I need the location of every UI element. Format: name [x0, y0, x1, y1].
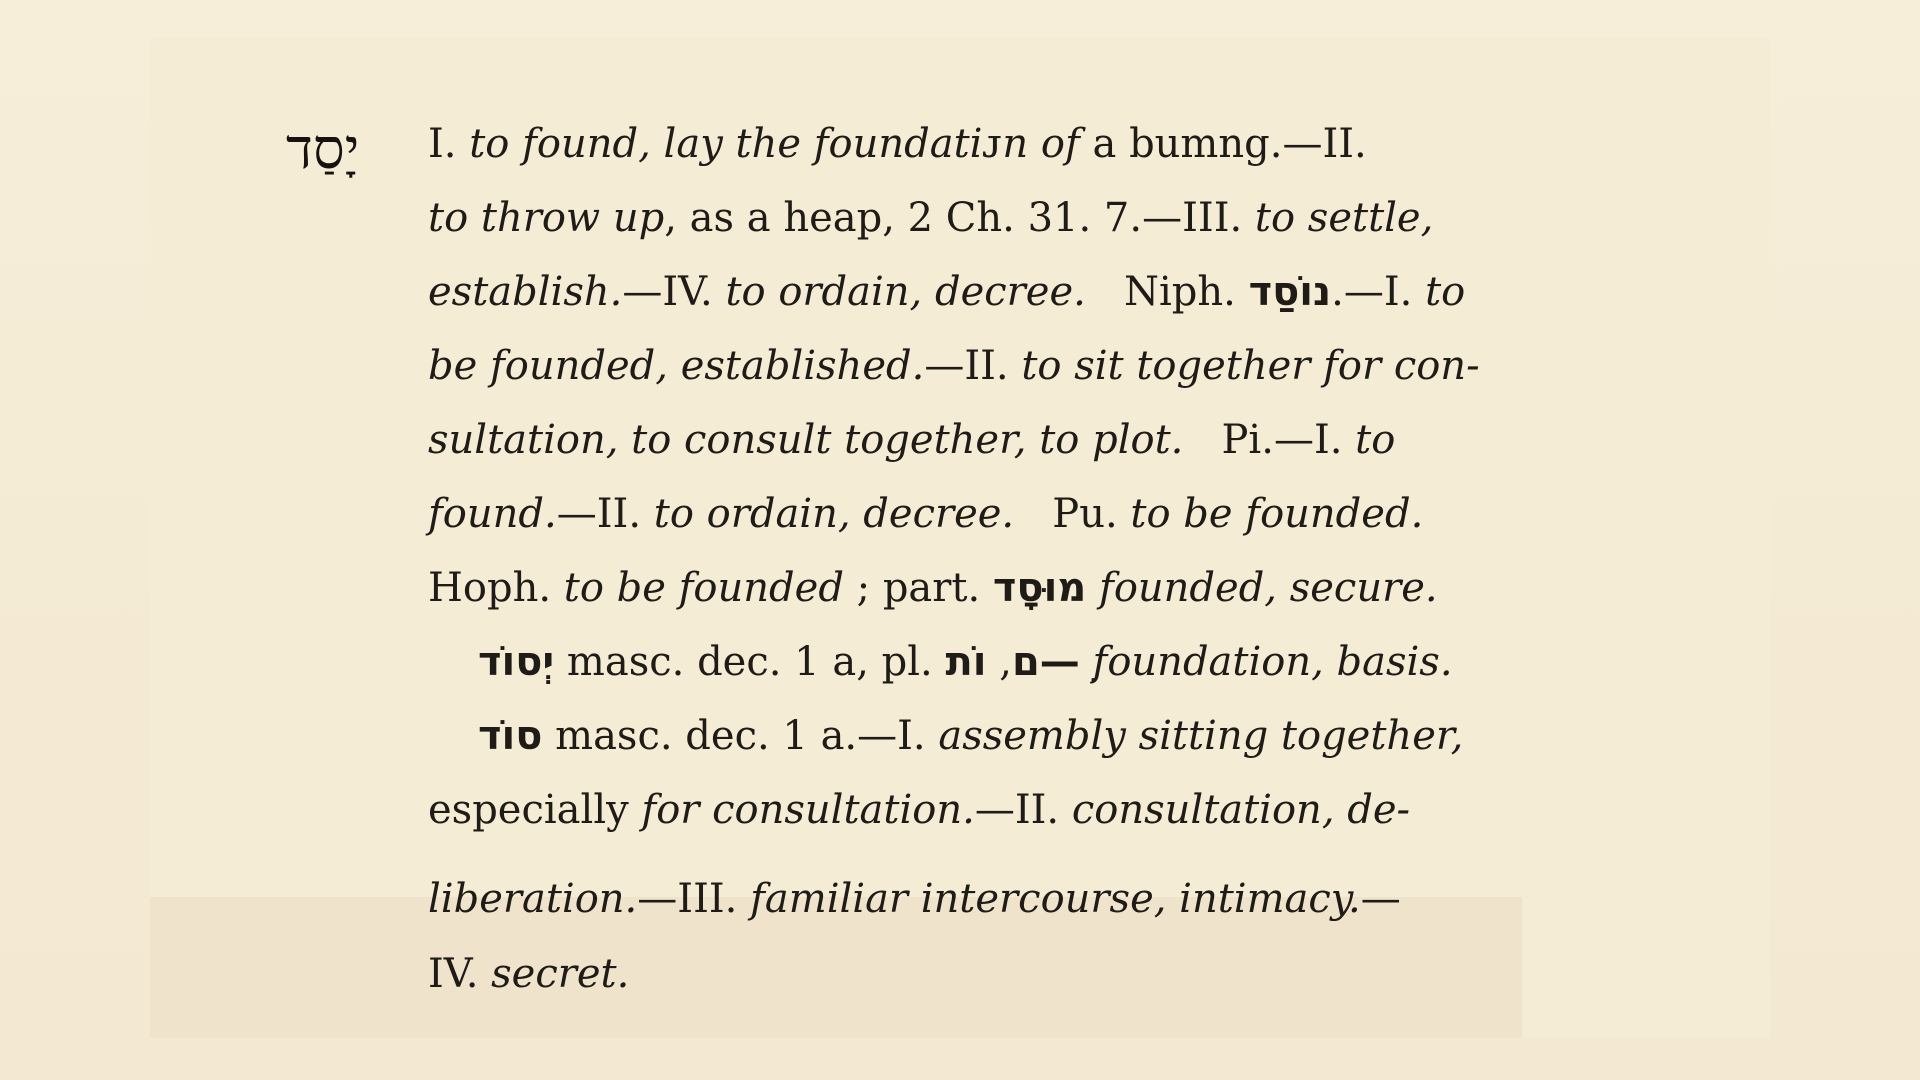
italic-gloss: n of: [1002, 121, 1093, 167]
italic-gloss: familiar intercourse, intimacy.: [750, 876, 1361, 922]
entry-line: [478, 713, 1464, 759]
roman-text: Hoph.: [428, 565, 564, 611]
roman-text: I.: [428, 121, 470, 167]
italic-gloss: for consultation.: [641, 787, 975, 833]
roman-text: —II.: [556, 491, 654, 537]
entry-line: [428, 121, 1367, 167]
hebrew-word: מוּסָד: [992, 565, 1087, 611]
hebrew-word: ִ—ם: [1011, 639, 1080, 685]
italic-gloss: found.: [428, 491, 557, 537]
roman-text: ,: [986, 639, 1012, 685]
italic-gloss: to: [1355, 417, 1396, 463]
hebrew-word: וֹת: [945, 639, 987, 685]
roman-text: Pi.—I.: [1183, 417, 1356, 463]
roman-text: —: [1360, 876, 1401, 922]
hebrew-word: יְסוֹד: [478, 639, 555, 685]
roman-text: masc. dec. 1 a.—I.: [542, 713, 939, 759]
roman-text: Pu.: [1014, 491, 1131, 537]
roman-text: a bumng.—II.: [1092, 121, 1367, 167]
roman-text: Niph.: [1085, 269, 1249, 315]
italic-gloss: to be founded: [563, 565, 844, 611]
entry-line: [428, 565, 1438, 611]
hebrew-word: סוֹד: [478, 713, 543, 759]
roman-text: masc. dec. 1 a, pl.: [554, 639, 946, 685]
italic-gloss: establish.: [428, 269, 623, 315]
headword-hebrew: יָסַד: [286, 117, 360, 182]
entry-line: [428, 269, 1466, 315]
italic-gloss: be founded, established.: [428, 343, 925, 389]
italic-gloss: to ordain, decree.: [725, 269, 1086, 315]
italic-gloss: to be founded.: [1130, 491, 1424, 537]
italic-gloss: to settle,: [1254, 195, 1434, 241]
roman-text: —IV.: [622, 269, 726, 315]
italic-gloss: to ordain, d: [653, 491, 889, 537]
roman-text: —II.: [924, 343, 1022, 389]
entry-line: [428, 417, 1396, 463]
roman-text: —III.: [637, 876, 751, 922]
entry-line: [428, 876, 1401, 922]
entry-line: [428, 195, 1434, 241]
italic-gloss: secret.: [491, 951, 630, 997]
italic-gloss: sultation, to consult together, to plot.: [428, 417, 1184, 463]
roman-text: ᴊ: [982, 121, 1003, 167]
hebrew-word: נוֹסַד: [1248, 269, 1332, 315]
entry-line: [428, 787, 1411, 833]
entry-line: [428, 491, 1424, 537]
roman-text: , as a heap, 2 Ch. 31. 7.—III.: [664, 195, 1255, 241]
entry-line: [428, 343, 1480, 389]
italic-gloss: founded, secure.: [1086, 565, 1438, 611]
roman-text: especially: [428, 787, 642, 833]
roman-text: ; part.: [843, 565, 993, 611]
entry-line: [428, 951, 630, 997]
italic-gloss: assembly sitting together,: [938, 713, 1464, 759]
italic-gloss: to throw up: [428, 195, 665, 241]
italic-gloss: foundation, basis.: [1079, 639, 1453, 685]
italic-gloss: to found, lay the foundati: [469, 121, 983, 167]
italic-gloss: liberation.: [428, 876, 638, 922]
roman-text: IV.: [428, 951, 492, 997]
roman-text: —II.: [974, 787, 1072, 833]
italic-gloss: consultation, de-: [1071, 787, 1411, 833]
italic-gloss: to: [1425, 269, 1466, 315]
entry-line: [478, 639, 1453, 685]
roman-text: .—I.: [1331, 269, 1426, 315]
italic-gloss: to sit together for con-: [1021, 343, 1480, 389]
italic-gloss: ecree.: [888, 491, 1015, 537]
